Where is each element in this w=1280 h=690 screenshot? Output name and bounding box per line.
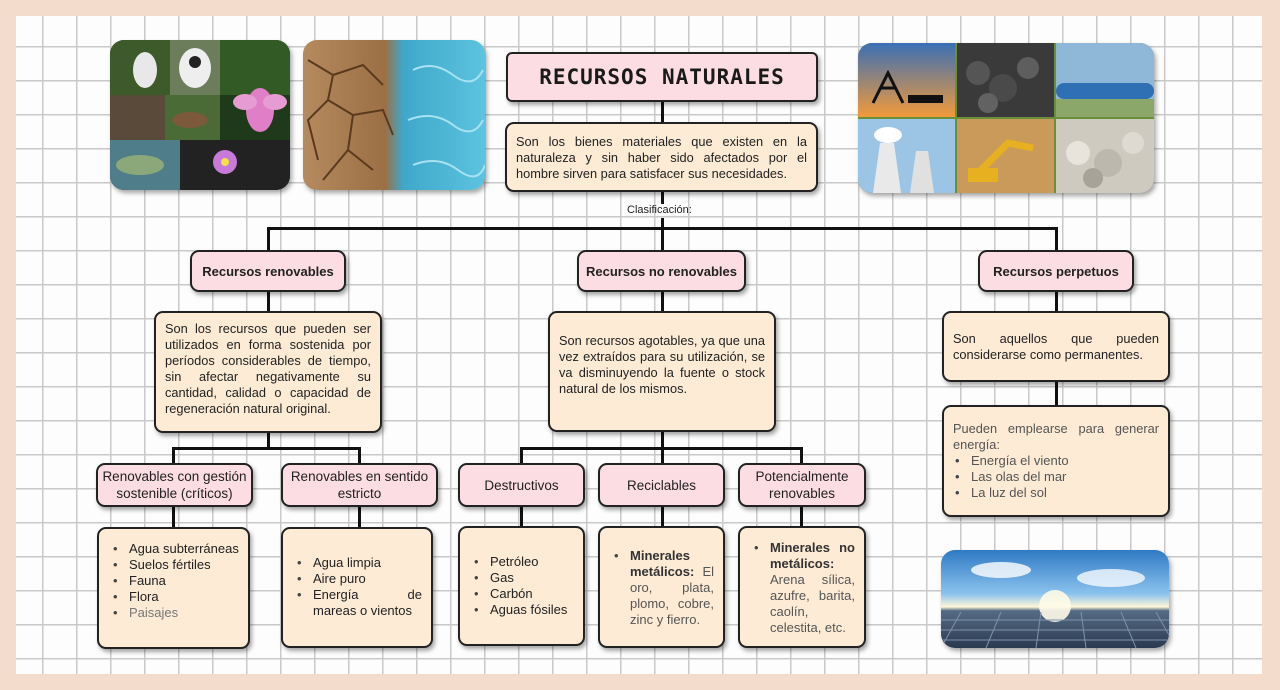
estricto-list: [295, 555, 422, 619]
list-item: • Gas: [490, 570, 574, 586]
list-item: • Suelos fértiles: [129, 557, 239, 573]
potencial-list: [752, 540, 855, 636]
definition-text: Son los bienes materiales que existen en la naturaleza y sin haber sido afectados por el hombre sirven para satisfacer sus necesidades.: [516, 134, 807, 181]
estricto-heading-text: Renovables en sentido estricto: [290, 469, 429, 501]
list-item: [630, 548, 714, 628]
list-item: • Aire puro: [313, 571, 422, 587]
gestion-list: [111, 541, 239, 621]
solar-panels-svg: [941, 550, 1169, 648]
reciclables-list-box: [598, 526, 725, 648]
list-item: • Las olas del mar: [971, 469, 1159, 485]
list-item: • Carbón: [490, 586, 574, 602]
classification-label: Clasificación:: [627, 204, 692, 216]
list-item: [770, 540, 855, 636]
connector: [661, 447, 664, 463]
list-item: • Energía de mareas o vientos: [313, 587, 422, 619]
gestion-list-box: [97, 527, 250, 649]
gestion-heading: [96, 463, 253, 507]
renovables-description-text: Son los recursos que pueden ser utilizados en forma sostenida por períodos considerables de tiempo, sin afectar negativamente su cantidad, calidad o capacidad de regeneración natural original.: [165, 321, 371, 416]
renovables-description: [154, 311, 382, 433]
estricto-list-box: [281, 527, 433, 648]
list-item: • Agua subterráneas: [129, 541, 239, 557]
list-item: • Agua limpia: [313, 555, 422, 571]
connector: [661, 291, 664, 311]
connector: [172, 447, 175, 463]
destructivos-list-box: [458, 526, 585, 646]
connector: [172, 447, 360, 450]
page-title: RECURSOS NATURALES: [506, 52, 818, 102]
perpetuos-heading: [978, 250, 1134, 292]
connector: [1055, 381, 1058, 406]
connector: [267, 291, 270, 311]
industry-collage-svg: [858, 43, 1154, 193]
perpetuos-uses-list: [953, 453, 1159, 501]
connector: [358, 506, 361, 528]
list-item: • La luz del sol: [971, 485, 1159, 501]
connector: [267, 227, 270, 250]
potencial-heading-text: Potencialmente renovables: [755, 469, 849, 501]
non-renewable-resources-collage-image: [858, 43, 1154, 193]
gestion-heading-text: Renovables con gestión sostenible (críticos): [102, 469, 247, 501]
reciclables-text: El oro, plata, plomo, cobre, zinc y fierro.: [630, 564, 714, 627]
perpetuos-uses-box: [942, 405, 1170, 517]
cracked-earth-svg: [303, 40, 485, 190]
list-item: • Energía el viento: [971, 453, 1159, 469]
connector: [661, 218, 664, 250]
connector: [1055, 227, 1058, 250]
connector: [800, 506, 803, 526]
list-item: • Aguas fósiles: [490, 602, 574, 618]
biodiversity-collage-image: [110, 40, 290, 190]
renovables-heading: [190, 250, 346, 292]
list-item: • Fauna: [129, 573, 239, 589]
connector: [520, 506, 523, 526]
perpetuos-description: [942, 311, 1170, 382]
estricto-heading: [281, 463, 438, 507]
no-renovables-heading-text: Recursos no renovables: [586, 263, 737, 279]
list-item: • Petróleo: [490, 554, 574, 570]
connector: [267, 432, 270, 448]
destructivos-heading: [458, 463, 585, 507]
reciclables-bold: Minerales metálicos:: [630, 548, 695, 579]
no-renovables-description: [548, 311, 776, 432]
connector: [172, 506, 175, 528]
destructivos-list: [472, 554, 574, 618]
definition-box: [505, 122, 818, 192]
connector: [661, 506, 664, 526]
potencial-list-box: [738, 526, 866, 648]
connector: [661, 102, 664, 122]
reciclables-heading-text: Reciclables: [626, 477, 697, 493]
connector: [661, 431, 664, 448]
connector: [1055, 291, 1058, 311]
potencial-text: Arena sílica, azufre, barita, caolín, celestita, etc.: [770, 572, 855, 635]
connector: [520, 447, 523, 463]
perpetuos-heading-text: Recursos perpetuos: [993, 263, 1119, 279]
no-renovables-heading: [577, 250, 746, 292]
reciclables-heading: [598, 463, 725, 507]
solar-panels-image: [941, 550, 1169, 648]
list-item: • Paisajes: [129, 605, 239, 621]
potencial-heading: [738, 463, 866, 507]
connector: [267, 227, 1057, 230]
no-renovables-description-text: Son recursos agotables, ya que una vez extraídos para su utilización, se va disminuyendo la fuente o stock natural de los mismos.: [559, 333, 765, 396]
dry-earth-water-image: [303, 40, 485, 190]
potencial-bold: Minerales no metálicos:: [770, 540, 855, 571]
connector: [358, 447, 361, 463]
connector: [800, 447, 803, 463]
destructivos-heading-text: Destructivos: [484, 477, 559, 493]
connector: [661, 192, 664, 204]
biodiversity-collage-svg: [110, 40, 290, 190]
perpetuos-uses-intro: Pueden emplearse para generar energía:: [953, 421, 1159, 452]
list-item: • Flora: [129, 589, 239, 605]
reciclables-list: [612, 548, 714, 628]
renovables-heading-text: Recursos renovables: [202, 263, 334, 279]
perpetuos-description-text: Son aquellos que pueden considerarse como permanentes.: [953, 331, 1159, 362]
